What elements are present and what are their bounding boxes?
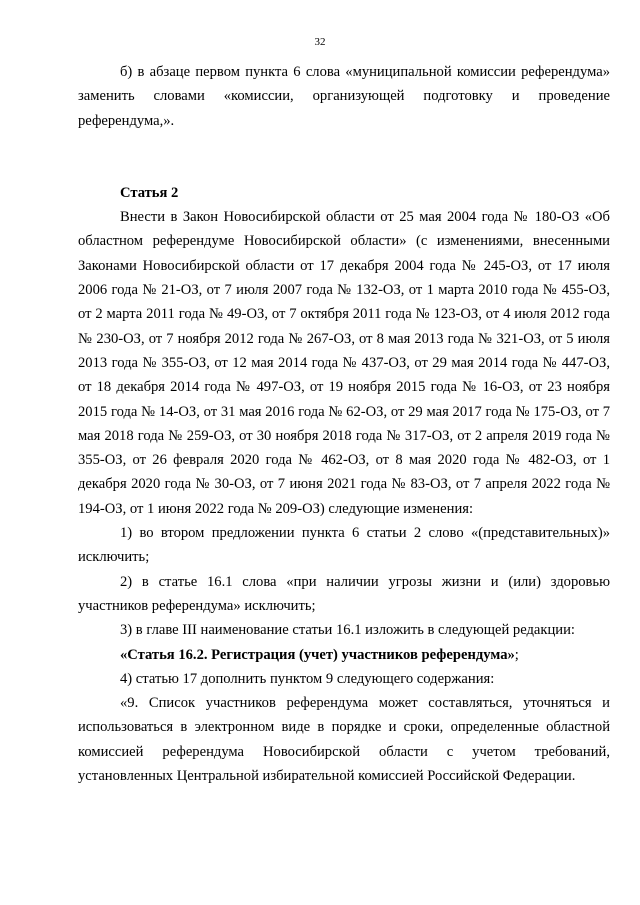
paragraph-point-9: «9. Список участников референдума может составляться, уточняться и использоваться в электронном виде в порядке и сроки, определенные областной комиссией референдума Новосибирской области с учетом требований, установленных Центральной избирательной комиссией Российской Федерации. [78, 695, 610, 785]
paragraph-introduce-changes: Внести в Закон Новосибирской области от 25 мая 2004 года № 180-ОЗ «Об областном референдуме Новосибирской области» (с изменениями, внесенными Законами Новосибирской области от 17 декабря 2004 года № 245-ОЗ, от 17 июля 2006 года № 21-ОЗ, от 7 июля 2007 года № 132-ОЗ, от 1 марта 2010 года № 455-ОЗ, от 2 марта 2011 года № 49-ОЗ, от 7 октября 2011 года № 123-ОЗ, от 4 июля 2012 года № 230-ОЗ, от 7 ноября 2012 года № 267-ОЗ, от 8 мая 2013 года № 321-ОЗ, от 5 июля 2013 года № 355-ОЗ, от 12 мая 2014 года № 437-ОЗ, от 29 мая 2014 года № 447-ОЗ, от 18 декабря 2014 года № 497-ОЗ, от 19 ноября 2015 года № 16-ОЗ, от 23 ноября 2015 года № 14-ОЗ, от 31 мая 2016 года № 62-ОЗ, от 29 мая 2017 года № 175-ОЗ, от 7 мая 2018 года № 259-ОЗ, от 30 ноября 2018 года № 317-ОЗ, от 2 апреля 2019 года № 355-ОЗ, от 26 февраля 2020 года № 462-ОЗ, от 8 мая 2020 года № 482-ОЗ, от 1 декабря 2020 года № 30-ОЗ, от 7 июня 2021 года № 83-ОЗ, от 7 апреля 2022 года № 194-ОЗ, от 1 июня 2022 года № 209-ОЗ) следующие изменения: [78, 209, 610, 517]
document-body [78, 60, 610, 788]
new-article-title-paragraph [78, 643, 610, 667]
list-item-3: 3) в главе III наименование статьи 16.1 изложить в следующей редакции: [120, 622, 575, 639]
page-number: 32 [314, 36, 326, 48]
list-item-2: 2) в статье 16.1 слова «при наличии угрозы жизни и (или) здоровью участников референдума» исключить; [78, 573, 610, 614]
section-spacer [78, 133, 610, 181]
new-article-title-tail: ; [514, 646, 519, 663]
list-item-4: 4) статью 17 дополнить пунктом 9 следующего содержания: [120, 670, 495, 687]
paragraph-amendment-b: б) в абзаце первом пункта 6 слова «муниципальной комиссии референдума» заменить словами «комиссии, организующей подготовку и проведение референдума,». [78, 64, 610, 129]
list-item-1: 1) во втором предложении пункта 6 статьи 2 слово «(представительных)» исключить; [78, 525, 610, 566]
article-heading: Статья 2 [120, 184, 179, 201]
new-article-title: «Статья 16.2. Регистрация (учет) участников референдума» [120, 646, 515, 663]
